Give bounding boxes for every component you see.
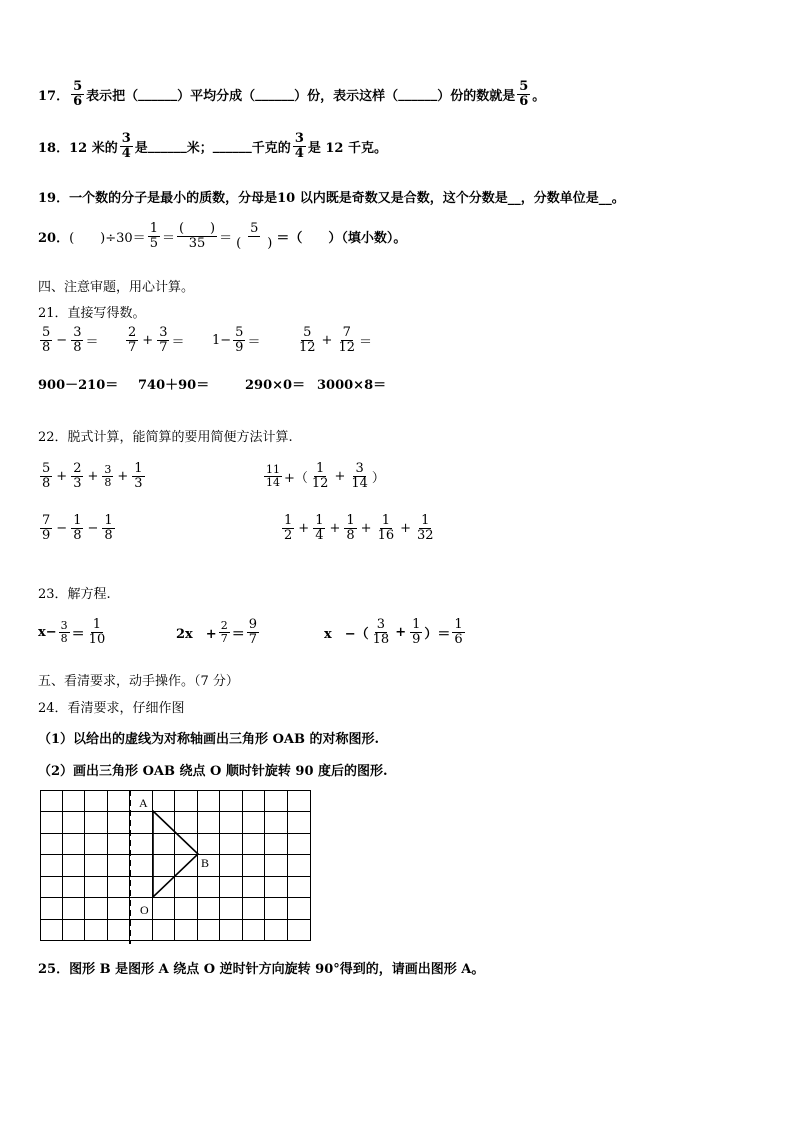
q22-4-op1: + <box>298 520 310 536</box>
q23-eq-2[interactable] <box>176 618 261 646</box>
q24-grid-figure[interactable] <box>40 790 312 944</box>
question-18 <box>38 132 387 160</box>
q22-4-f4: $\frac{1}{16}$ <box>377 513 395 543</box>
q21-item-1[interactable] <box>38 326 98 354</box>
q22-4-f1: $\frac{1}{2}$ <box>284 513 293 543</box>
q21-row-1c <box>212 326 260 354</box>
q22-2-open: +（ <box>284 470 308 486</box>
q22-1-f2: $\frac{2}{3}$ <box>73 461 82 491</box>
q23-2-eq: ＝ <box>231 626 245 642</box>
section-4-text: 四、注意审题，用心计算。 <box>38 280 195 295</box>
q23-2-r: $\frac{9}{7}$ <box>248 617 257 647</box>
q23-3-g: $\frac{1}{9}$ <box>412 617 421 647</box>
q21-row-1 <box>38 326 98 354</box>
q22-1-f1: $\frac{5}{8}$ <box>42 461 51 491</box>
q20-fraction-3[interactable]: $\frac{5}{( )}$ <box>236 221 273 251</box>
section-4-heading <box>38 276 194 295</box>
q21-4-eq: ＝ <box>359 334 373 350</box>
q20-equals-1: ＝ <box>161 230 175 246</box>
q18-fraction-1: $\frac{3}{4}$ <box>121 131 131 161</box>
q23-2-pre: 2x + <box>176 626 217 642</box>
q22-title <box>38 426 293 445</box>
q23-eq-1[interactable] <box>38 618 109 646</box>
q20-number: 20． <box>38 230 70 246</box>
q21-3-eq: ＝ <box>247 334 261 350</box>
q22-3-op2: − <box>87 520 99 536</box>
q22-2-f1: $\frac{11}{14}$ <box>266 463 280 489</box>
q22-2-op: + <box>334 468 346 484</box>
q20-fraction-1: $\frac{1}{5}$ <box>149 221 158 251</box>
section-5-heading <box>38 670 239 689</box>
q22-1-op2: + <box>87 468 99 484</box>
q22-1-op3: + <box>117 468 129 484</box>
q21-item-3[interactable] <box>212 326 260 354</box>
q21-1-b: $\frac{3}{8}$ <box>73 325 82 355</box>
q18-number: 18． <box>38 140 70 156</box>
section-5-text: 五、看清要求，动手操作。（7 分） <box>38 674 239 689</box>
question-25 <box>38 958 484 977</box>
q21-4-a: $\frac{5}{12}$ <box>299 325 316 355</box>
q17-fraction-1: $\frac{5}{6}$ <box>73 79 83 109</box>
q21-item-8[interactable]: 3000×8＝ <box>317 378 387 393</box>
q23-1-pre: x− <box>38 624 57 640</box>
q21-title <box>38 302 146 321</box>
q21-row-2 <box>38 374 386 393</box>
q21-item-6[interactable]: 740＋90＝ <box>138 378 210 393</box>
q18-text-5: 是 12 千克。 <box>307 140 388 156</box>
q22-expr-3[interactable] <box>38 514 117 542</box>
grid-lines <box>41 791 311 941</box>
q22-2-f2: $\frac{1}{12}$ <box>311 461 329 491</box>
q22-expr-1[interactable] <box>38 462 147 490</box>
q17-text-4: ）份的数就是 <box>437 88 516 104</box>
q24-title <box>38 697 185 716</box>
q22-3-f2: $\frac{1}{8}$ <box>73 513 82 543</box>
q17-blank-3[interactable]: ______ <box>398 86 438 102</box>
q24-part-2 <box>38 760 388 779</box>
q21-item-2[interactable] <box>124 326 184 354</box>
q17-number: 17． <box>38 88 70 104</box>
q24-part-1-text: （1）以给出的虚线为对称轴画出三角形 OAB 的对称图形. <box>38 732 380 747</box>
q20-equals-2: ＝ <box>219 230 233 246</box>
q21-item-7[interactable]: 290×0＝ <box>245 378 306 393</box>
q22-expr-4[interactable] <box>280 514 438 542</box>
q22-4-op2: + <box>329 520 341 536</box>
q22-1-f3: $\frac{3}{8}$ <box>104 463 112 489</box>
q24-part-1 <box>38 728 379 747</box>
q18-blank-1[interactable]: ______ <box>147 138 187 154</box>
q22-4-f3: $\frac{1}{8}$ <box>346 513 355 543</box>
q17-text-5: 。 <box>532 88 546 104</box>
q23-title <box>38 583 111 602</box>
q21-3-pre: 1− <box>212 332 232 348</box>
q17-fraction-2: $\frac{5}{6}$ <box>519 79 529 109</box>
q17-text-1: 表示把（ <box>86 88 139 104</box>
q21-3-b: $\frac{5}{9}$ <box>235 325 244 355</box>
question-19 <box>38 187 625 206</box>
q22-4-f2: $\frac{1}{4}$ <box>315 513 324 543</box>
q23-3-f: $\frac{3}{18}$ <box>372 617 390 647</box>
q21-2-eq: ＝ <box>171 334 185 350</box>
q21-2-op: + <box>142 332 154 348</box>
q21-2-b: $\frac{3}{7}$ <box>159 325 168 355</box>
q21-4-op: + <box>321 332 333 348</box>
q22-1-op1: + <box>56 468 68 484</box>
q18-text-4: 千克的 <box>251 140 291 156</box>
q22-3-f1: $\frac{7}{9}$ <box>42 513 51 543</box>
q23-title-text: 23．解方程. <box>38 587 111 602</box>
q21-1-eq: ＝ <box>85 334 99 350</box>
question-20 <box>38 222 406 250</box>
q21-1-a: $\frac{5}{8}$ <box>42 325 51 355</box>
q21-4-b: $\frac{7}{12}$ <box>338 325 355 355</box>
q24-title-text: 24．看清要求，仔细作图 <box>38 701 185 716</box>
q22-3-f3: $\frac{1}{8}$ <box>104 513 113 543</box>
q21-item-5[interactable]: 900－210＝ <box>38 378 119 393</box>
q21-row-1d <box>295 326 372 354</box>
q23-3-op: + <box>395 624 407 640</box>
q23-3-r: $\frac{1}{6}$ <box>454 617 463 647</box>
q22-3-op1: − <box>56 520 68 536</box>
question-17 <box>38 80 545 108</box>
q25-text: 25．图形 B 是图形 A 绕点 O 逆时针方向旋转 90°得到的，请画出图形 A。 <box>38 962 485 977</box>
q19-text: 19．一个数的分子是最小的质数，分母是10 以内既是奇数又是合数，这个分数是__，分数单位是__。 <box>38 191 625 206</box>
q22-1-f4: $\frac{1}{3}$ <box>134 461 143 491</box>
q23-1-eq: ＝ <box>71 626 85 642</box>
q21-row-1b <box>124 326 184 354</box>
q17-blank-1[interactable]: ______ <box>138 86 178 102</box>
q18-text-2: 是 <box>134 140 148 156</box>
q21-2-a: $\frac{2}{7}$ <box>128 325 137 355</box>
q22-expr-2[interactable] <box>262 462 385 490</box>
q23-2-f: $\frac{2}{7}$ <box>220 619 228 645</box>
q22-4-f5: $\frac{1}{32}$ <box>417 513 434 543</box>
q20-text-1: ( )÷30＝ <box>69 230 146 246</box>
q18-text-3: 米； <box>186 140 213 156</box>
q20-text-2: ＝（ ）（填小数）。 <box>276 230 407 246</box>
q20-fraction-2[interactable]: $\frac{( )}{35}$ <box>178 221 216 251</box>
q23-1-f: $\frac{3}{8}$ <box>60 619 68 645</box>
q17-text-3: ）份，表示这样（ <box>294 88 399 104</box>
q23-3-eq: ）＝ <box>424 626 451 642</box>
q18-text-1: 12 米的 <box>69 140 118 156</box>
q22-4-op3: + <box>360 520 372 536</box>
q24-part-2-text: （2）画出三角形 OAB 绕点 O 顺时针旋转 90 度后的图形. <box>38 764 388 779</box>
q22-4-op4: + <box>400 520 412 536</box>
q22-2-close: ） <box>371 470 385 486</box>
point-B-label: B <box>201 856 210 870</box>
q22-title-text: 22．脱式计算，能简算的要用简便方法计算. <box>38 430 293 445</box>
q18-fraction-2: $\frac{3}{4}$ <box>294 131 304 161</box>
q23-1-r: $\frac{1}{10}$ <box>88 617 106 647</box>
q18-blank-2[interactable]: ______ <box>212 138 252 154</box>
q23-3-pre: x −（ <box>324 626 369 642</box>
q17-text-2: ）平均分成（ <box>177 88 256 104</box>
point-O-label: O <box>140 903 149 917</box>
q23-eq-3[interactable] <box>324 618 467 646</box>
q21-item-4[interactable] <box>295 326 372 354</box>
q22-2-f3: $\frac{3}{14}$ <box>351 461 368 491</box>
q21-title-text: 21．直接写得数。 <box>38 306 146 321</box>
point-A-label: A <box>139 796 148 810</box>
q21-1-op: − <box>56 332 68 348</box>
q17-blank-2[interactable]: ______ <box>255 86 295 102</box>
